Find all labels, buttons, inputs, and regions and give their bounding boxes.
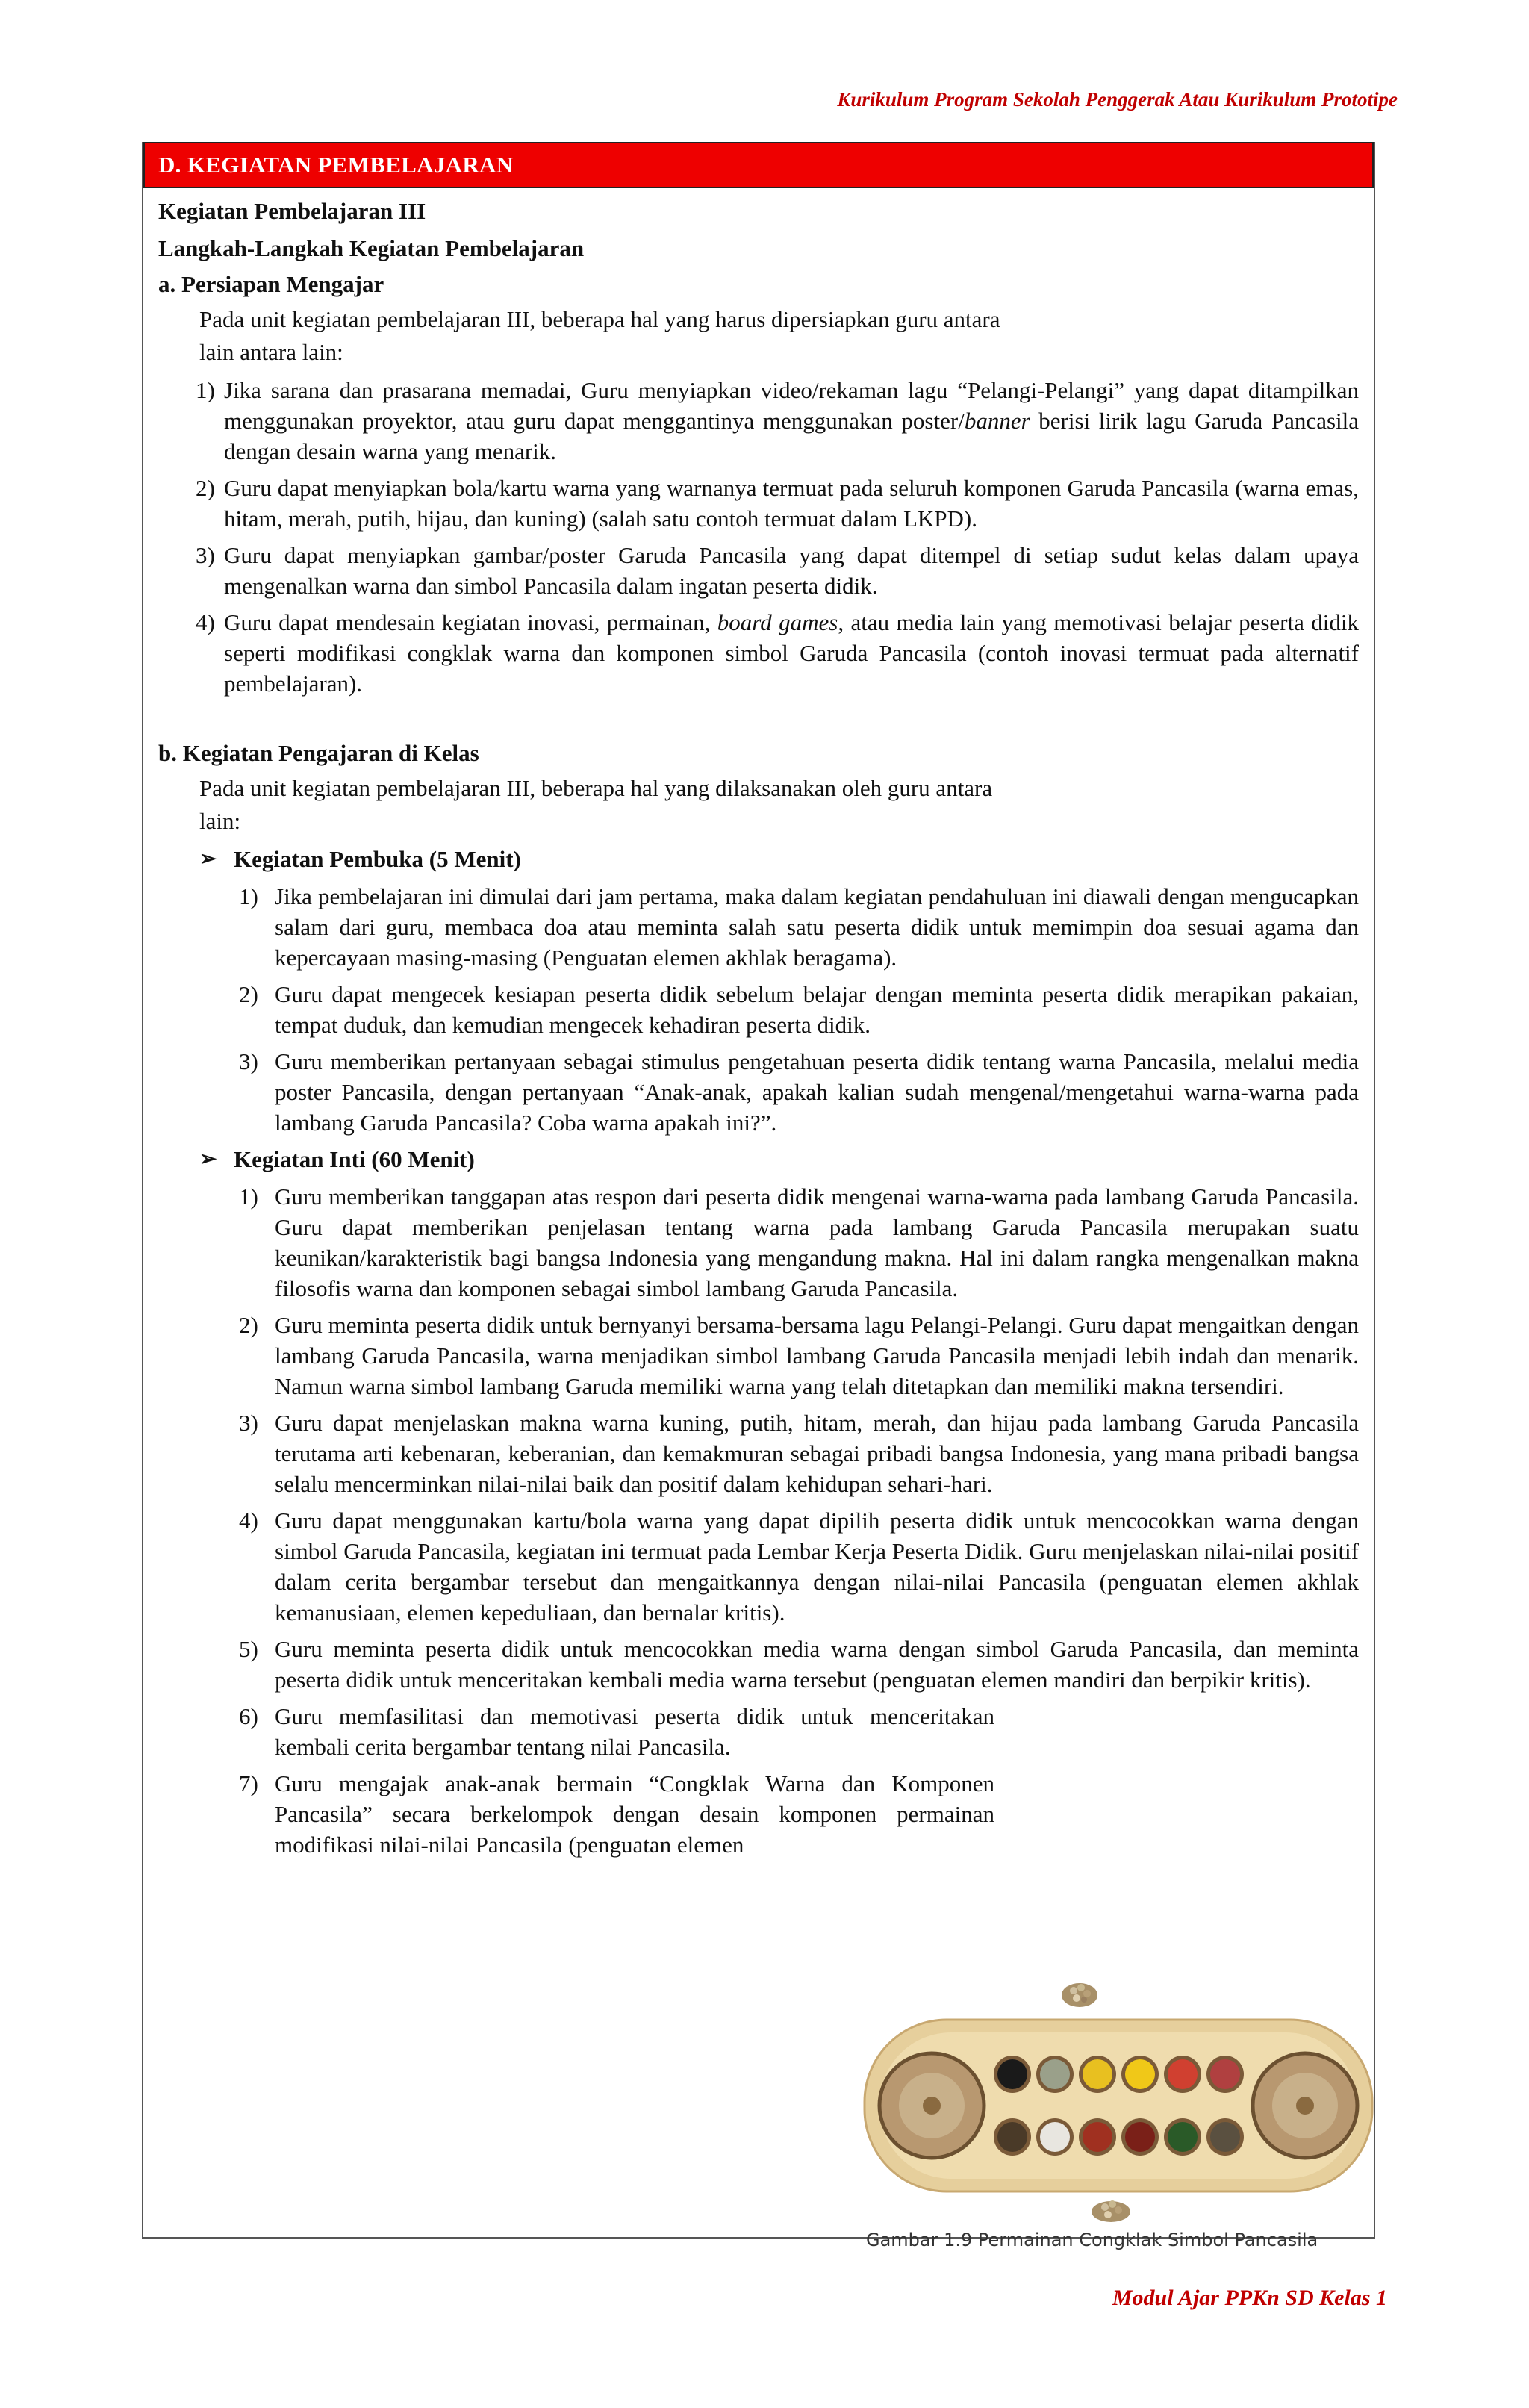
figure-caption: Gambar 1.9 Permainan Congklak Simbol Pancasila [866, 2230, 1318, 2250]
list-text: Guru dapat menyiapkan gambar/poster Garuda Pancasila yang dapat ditempel di setiap sudut kelas dalam upaya mengenalkan warna dan simbol Pancasila dalam ingatan peserta didik. [224, 542, 1359, 599]
list-item [158, 1407, 1359, 1499]
list-number: 3) [239, 1410, 258, 1436]
list-item [158, 473, 1359, 534]
opening-activity-heading [199, 844, 1359, 875]
congklak-hole-color [1040, 2059, 1070, 2089]
list-text: Guru dapat menyiapkan bola/kartu warna yang warnanya termuat pada seluruh komponen Garuda Pancasila (warna emas, hitam, merah, putih, hijau, dan kuning) (salah satu contoh termuat dalam LKPD). [224, 475, 1359, 532]
core-activity-list-continued [158, 1701, 1359, 1860]
list-item [158, 607, 1359, 699]
store-hole-right [1253, 2053, 1357, 2158]
list-item [158, 1181, 1359, 1304]
header-note: Kurikulum Program Sekolah Penggerak Atau Kurikulum Prototipe [837, 88, 1398, 111]
congklak-hole-color [1168, 2059, 1198, 2089]
congklak-hole-color [1125, 2122, 1155, 2152]
list-number: 5) [239, 1636, 258, 1662]
core-activity-heading [199, 1144, 1359, 1175]
congklak-hole-color [1083, 2059, 1112, 2089]
list-number: 3) [196, 542, 215, 568]
list-item [158, 375, 1359, 467]
list-item [158, 1701, 994, 1762]
list-number: 1) [196, 377, 215, 403]
part-a-paragraph [199, 303, 1359, 369]
list-number: 2) [239, 1312, 258, 1338]
core-activity-title: Kegiatan Inti (60 Menit) [234, 1146, 475, 1172]
list-text: , atau media lain yang memotivasi belajar peserta didik seperti modifikasi congklak warna dan komponen simbol Garuda Pancasila (contoh inovasi termuat pada alternatif pembelajaran). [224, 609, 1359, 697]
list-text: berisi lirik lagu Garuda Pancasila dengan desain warna yang menarik. [224, 408, 1360, 464]
list-item [158, 1046, 1359, 1138]
list-text: Guru dapat mengecek kesiapan peserta didik sebelum belajar dengan meminta peserta didik merapikan pakaian, tempat duduk, dan kemudian mengecek kehadiran peserta didik. [275, 981, 1359, 1038]
opening-activity-list [158, 881, 1359, 1138]
congklak-figure [857, 1979, 1380, 2250]
steps-title: Langkah-Langkah Kegiatan Pembelajaran [158, 235, 585, 261]
congklak-hole-color [1168, 2122, 1198, 2152]
list-item [158, 1634, 1359, 1695]
opening-activity-title: Kegiatan Pembuka (5 Menit) [234, 846, 521, 872]
list-text: Jika sarana dan prasarana memadai, Guru menyiapkan video/rekaman lagu “Pelangi-Pelangi” yang dapat ditampilkan menggunakan proyektor, atau guru dapat menggantinya menggunakan poster/ [224, 377, 1359, 434]
list-text: Guru meminta peserta didik untuk mencocokkan media warna dengan simbol Garuda Pancasila, dan meminta peserta didik untuk menceritakan kembali media warna tersebut (penguatan elemen mandiri dan berpikir kritis). [275, 1636, 1359, 1693]
part-b-paragraph-line: Pada unit kegiatan pembelajaran III, beberapa hal yang dilaksanakan oleh guru antara [199, 775, 993, 801]
store-hole-left [879, 2053, 984, 2158]
list-number: 1) [239, 883, 258, 909]
content-frame [142, 142, 1375, 2239]
list-item [158, 540, 1359, 601]
list-text-italic: banner [964, 408, 1030, 434]
list-text: Jika pembelajaran ini dimulai dari jam pertama, maka dalam kegiatan pendahuluan ini diawali dengan mengucapkan salam dari guru, membaca doa atau meminta salah satu peserta didik untuk memimpin doa sesuai agama dan kepercayaan masing-masing (Penguatan elemen akhlak beragama). [275, 883, 1359, 971]
part-a-list [158, 375, 1359, 699]
part-b-heading: b. Kegiatan Pengajaran di Kelas [158, 740, 479, 766]
list-number: 2) [196, 475, 215, 501]
arrow-bullet-icon: ➢ [199, 1148, 217, 1171]
list-text: Guru dapat menggunakan kartu/bola warna yang dapat dipilih peserta didik untuk mencocokkan warna dengan simbol Garuda Pancasila, kegiatan ini termuat pada Lembar Kerja Peserta Didik. Guru menjelaskan nilai-nilai positif dalam cerita bergambar tersebut dan mengaitkannya dengan nilai-nilai Pancasila (penguatan elemen akhlak kemanusiaan, elemen kepeduliaan, dan bernalar kritis). [275, 1508, 1359, 1625]
list-number: 3) [239, 1048, 258, 1074]
list-number: 4) [196, 609, 215, 635]
section-title: D. KEGIATAN PEMBELAJARAN [143, 142, 1374, 188]
part-b-paragraph [199, 772, 1359, 838]
list-number: 4) [239, 1508, 258, 1534]
congklak-hole-color [1040, 2122, 1070, 2152]
list-text: Guru dapat mendesain kegiatan inovasi, permainan, [224, 609, 717, 635]
arrow-bullet-icon: ➢ [199, 847, 217, 871]
congklak-board-image [857, 1979, 1380, 2225]
footer-note: Modul Ajar PPKn SD Kelas 1 [1112, 2286, 1387, 2310]
list-item [158, 1310, 1359, 1401]
list-item [158, 1505, 1359, 1628]
part-a-heading: a. Persiapan Mengajar [158, 271, 384, 297]
congklak-hole-color [1125, 2059, 1155, 2089]
congklak-hole-color [997, 2122, 1027, 2152]
seed-pile-bottom [1092, 2200, 1130, 2222]
part-b-paragraph-line: lain: [199, 808, 241, 834]
list-number: 2) [239, 981, 258, 1007]
list-number: 6) [239, 1703, 258, 1729]
congklak-hole-color [1210, 2059, 1240, 2089]
list-text: Guru dapat menjelaskan makna warna kuning, putih, hitam, merah, dan hijau pada lambang Garuda Pancasila terutama arti kebenaran, keberanian, dan kemakmuran sebagai pribadi bangsa Indonesia, yang mana pribadi bangsa selalu mencerminkan nilai-nilai baik dan positif dalam kehidupan sehari-hari. [275, 1410, 1359, 1497]
list-number: 1) [239, 1183, 258, 1210]
congklak-hole-color [1210, 2122, 1240, 2152]
core-activity-list [158, 1181, 1359, 1695]
lesson-title: Kegiatan Pembelajaran III [158, 198, 426, 224]
list-text: Guru meminta peserta didik untuk bernyanyi bersama-bersama lagu Pelangi-Pelangi. Guru dapat mengaitkan dengan lambang Garuda Pancasila, warna menjadikan simbol lambang Garuda Pancasila menjadi lebih indah dan menarik. Namun warna simbol lambang Garuda memiliki warna yang telah ditetapkan dan memiliki makna tersendiri. [275, 1312, 1359, 1399]
list-item [158, 1768, 994, 1860]
list-item [158, 979, 1359, 1040]
content-body [158, 188, 1359, 1866]
congklak-hole-color [1083, 2122, 1112, 2152]
list-number: 7) [239, 1770, 258, 1796]
congklak-hole-color [997, 2059, 1027, 2089]
list-text-italic: board games [717, 609, 838, 635]
list-text: Guru memberikan tanggapan atas respon dari peserta didik mengenai warna-warna pada lambang Garuda Pancasila. Guru dapat memberikan penjelasan tentang warna pada lambang Garuda Pancasila merupakan suatu keunikan/karakteristik bagi bangsa Indonesia yang mengandung makna. Hal ini dalam rangka mengenalkan makna filosofis warna dan komponen sebagai simbol lambang Garuda Pancasila. [275, 1183, 1359, 1301]
list-text: Guru mengajak anak-anak bermain “Congklak Warna dan Komponen Pancasila” secara berkelompok dengan desain komponen permainan modifikasi nilai-nilai Pancasila (penguatan elemen [275, 1770, 994, 1858]
list-text: Guru memfasilitasi dan memotivasi peserta didik untuk menceritakan kembali cerita bergambar tentang nilai Pancasila. [275, 1703, 994, 1760]
part-a-paragraph-line: lain antara lain: [199, 339, 343, 365]
seed-pile-top [1062, 1983, 1097, 2007]
list-item [158, 881, 1359, 973]
list-text: Guru memberikan pertanyaan sebagai stimulus pengetahuan peserta didik tentang warna Pancasila, melalui media poster Pancasila, dengan pertanyaan “Anak-anak, apakah kalian sudah mengenal/mengetahui warna-warna pada lambang Garuda Pancasila? Coba warna apakah ini?”. [275, 1048, 1359, 1136]
part-a-paragraph-line: Pada unit kegiatan pembelajaran III, beberapa hal yang harus dipersiapkan guru antara [199, 306, 1000, 332]
